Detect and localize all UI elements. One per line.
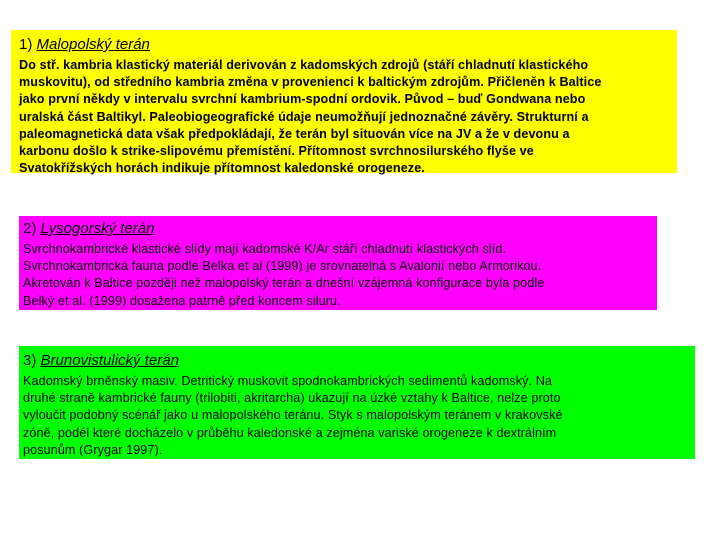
body-line: zóně, podél které docházelo v průběhu kaledonské a zejména variské orogeneze k dextrálním — [23, 425, 557, 440]
body-line: Svatokřížských horách indikuje přítomnost kaledonské orogeneze. — [19, 161, 425, 176]
section-name: Brunovistulický terán — [40, 352, 179, 369]
body-line: Belký et al. (1999) dosažena patrně před koncem siluru. — [23, 293, 341, 308]
body-line: muskovitu), od středního kambria změna v provenienci k baltickým zdrojům. Přičleněn k Baltice — [19, 75, 602, 90]
section-title — [23, 352, 691, 370]
body-line: jako první někdy v intervalu svrchní kambrium-spodní ordovik. Původ – buď Gondwana nebo — [19, 92, 586, 107]
section-title — [19, 36, 669, 54]
body-line: Svrchnokambrická fauna podle Belka et al (1999) je srovnatelná s Avalonií nebo Armorikou. — [23, 259, 542, 274]
section-body — [19, 57, 669, 177]
section-number: 3) — [23, 352, 37, 369]
body-line: paleomagnetická data však předpokládají, že terán byl situován více na JV a že v devonu a — [19, 126, 570, 141]
body-line: uralská část Baltikyl. Paleobiogeografické údaje neumožňují jednoznačné závěry. Strukturní a — [19, 109, 589, 124]
section-number: 1) — [19, 36, 33, 53]
section-name: Malopolský terán — [36, 36, 150, 53]
body-line: Kadomský brněnský masiv. Detritický muskovit spodnokambrických sedimentů kadomský. Na — [23, 374, 552, 388]
section-title — [23, 220, 653, 238]
body-line: Svrchnokambrické klastické slídy mají kadomské K/Ar stáří chladnutí klastických slíd. — [23, 242, 507, 256]
section-body — [23, 373, 691, 459]
section-number: 2) — [23, 220, 37, 237]
body-line: posunům (Grygar 1997). — [23, 442, 163, 457]
body-line: karbonu došlo k strike-slipovému přemístění. Přítomnost svrchnosilurského flyše ve — [19, 144, 534, 159]
body-line: vyloučit podobný scénář jako u malopolského teránu. Styk s malopolským teránem v krakovské — [23, 408, 563, 423]
body-line: druhé straně kambrické fauny (trilobiti, akritarcha) ukazují na úzké vztahy k Baltice, nelze proto — [23, 391, 561, 406]
section-name: Lysogorský terán — [40, 220, 155, 237]
section-lysogorsky-teran — [19, 216, 657, 310]
section-body — [23, 241, 653, 310]
section-brunovistulicky-teran — [19, 346, 695, 459]
body-line: Akretován k Baltice později než malopolský terán a dnešní vzájemná konfigurace byla podle — [23, 276, 545, 291]
body-line: Do stř. kambria klastický materiál derivován z kadomských zdrojů (stáří chladnutí klastického — [19, 58, 589, 72]
section-malopolsky-teran — [11, 30, 677, 176]
